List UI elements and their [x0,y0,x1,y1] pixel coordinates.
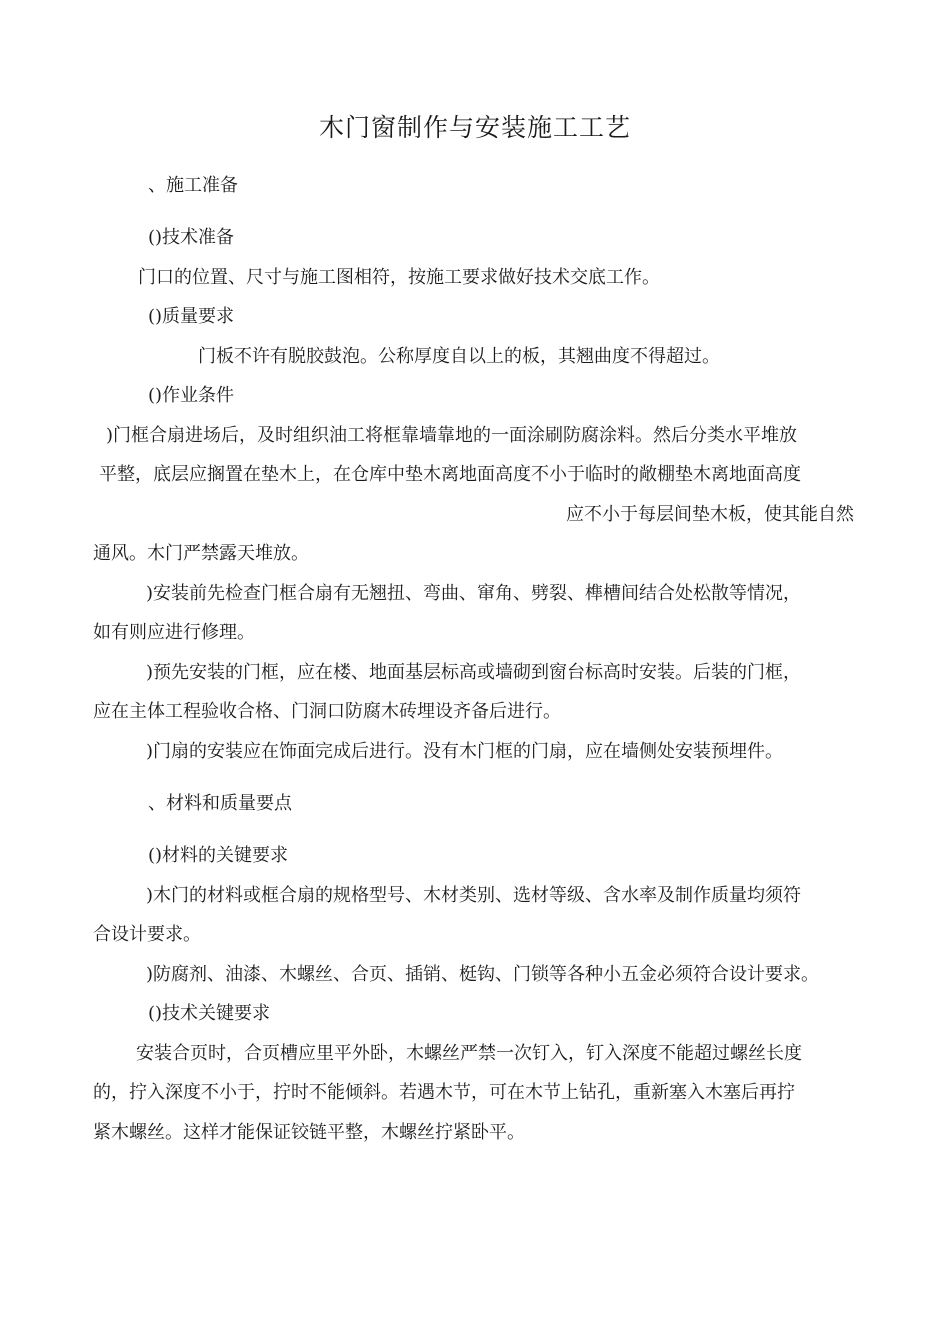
subheading-material-key-requirements: ()材料的关键要求 [148,845,289,866]
paragraph-line: 应在主体工程验收合格、门洞口防腐木砖埋设齐备后进行。 [93,701,561,722]
paragraph-line: 如有则应进行修理。 [93,622,255,643]
paragraph-line: 门板不许有脱胶鼓泡。公称厚度自以上的板，其翘曲度不得超过。 [198,346,720,367]
subheading-technical-prep: ()技术准备 [148,227,235,248]
subheading-technical-key-requirements: ()技术关键要求 [148,1003,271,1024]
section-heading-materials-quality: 、材料和质量要点 [148,793,292,814]
paragraph-line: 平整，底层应搁置在垫木上，在仓库中垫木离地面高度不小于临时的敞棚垫木离地面高度 [99,464,801,485]
paragraph-line: 的，拧入深度不小于，拧时不能倾斜。若遇木节，可在木节上钻孔，重新塞入木塞后再拧 [93,1082,795,1103]
paragraph-line: 通风。木门严禁露天堆放。 [93,543,309,564]
document-title: 木门窗制作与安装施工工艺 [318,113,631,142]
paragraph-line: 门口的位置、尺寸与施工图相符，按施工要求做好技术交底工作。 [138,267,660,288]
paragraph-line: 合设计要求。 [93,924,201,945]
paragraph-line: )安装前先检查门框合扇有无翘扭、弯曲、窜角、劈裂、榫槽间结合处松散等情况， [146,583,802,604]
paragraph-line: )预先安装的门框，应在楼、地面基层标高或墙砌到窗台标高时安装。后装的门框， [146,662,802,683]
paragraph-line: 紧木螺丝。这样才能保证铰链平整，木螺丝拧紧卧平。 [93,1122,525,1143]
subheading-working-conditions: ()作业条件 [148,385,235,406]
paragraph-line: )门框合扇进场后，及时组织油工将框靠墙靠地的一面涂刷防腐涂料。然后分类水平堆放 [106,425,798,446]
section-heading-construction-prep: 、施工准备 [148,175,238,196]
subheading-quality-requirements: ()质量要求 [148,306,235,327]
paragraph-line: 安装合页时，合页槽应里平外卧，木螺丝严禁一次钉入，钉入深度不能超过螺丝长度 [136,1043,802,1064]
paragraph-line: )防腐剂、油漆、木螺丝、合页、插销、梃钩、门锁等各种小五金必须符合设计要求。 [146,964,820,985]
paragraph-line: )木门的材料或框合扇的规格型号、木材类别、选材等级、含水率及制作质量均须符 [146,885,802,906]
paragraph-line: )门扇的安装应在饰面完成后进行。没有木门框的门扇，应在墙侧处安装预埋件。 [146,741,784,762]
paragraph-line: 应不小于每层间垫木板，使其能自然 [566,504,854,525]
